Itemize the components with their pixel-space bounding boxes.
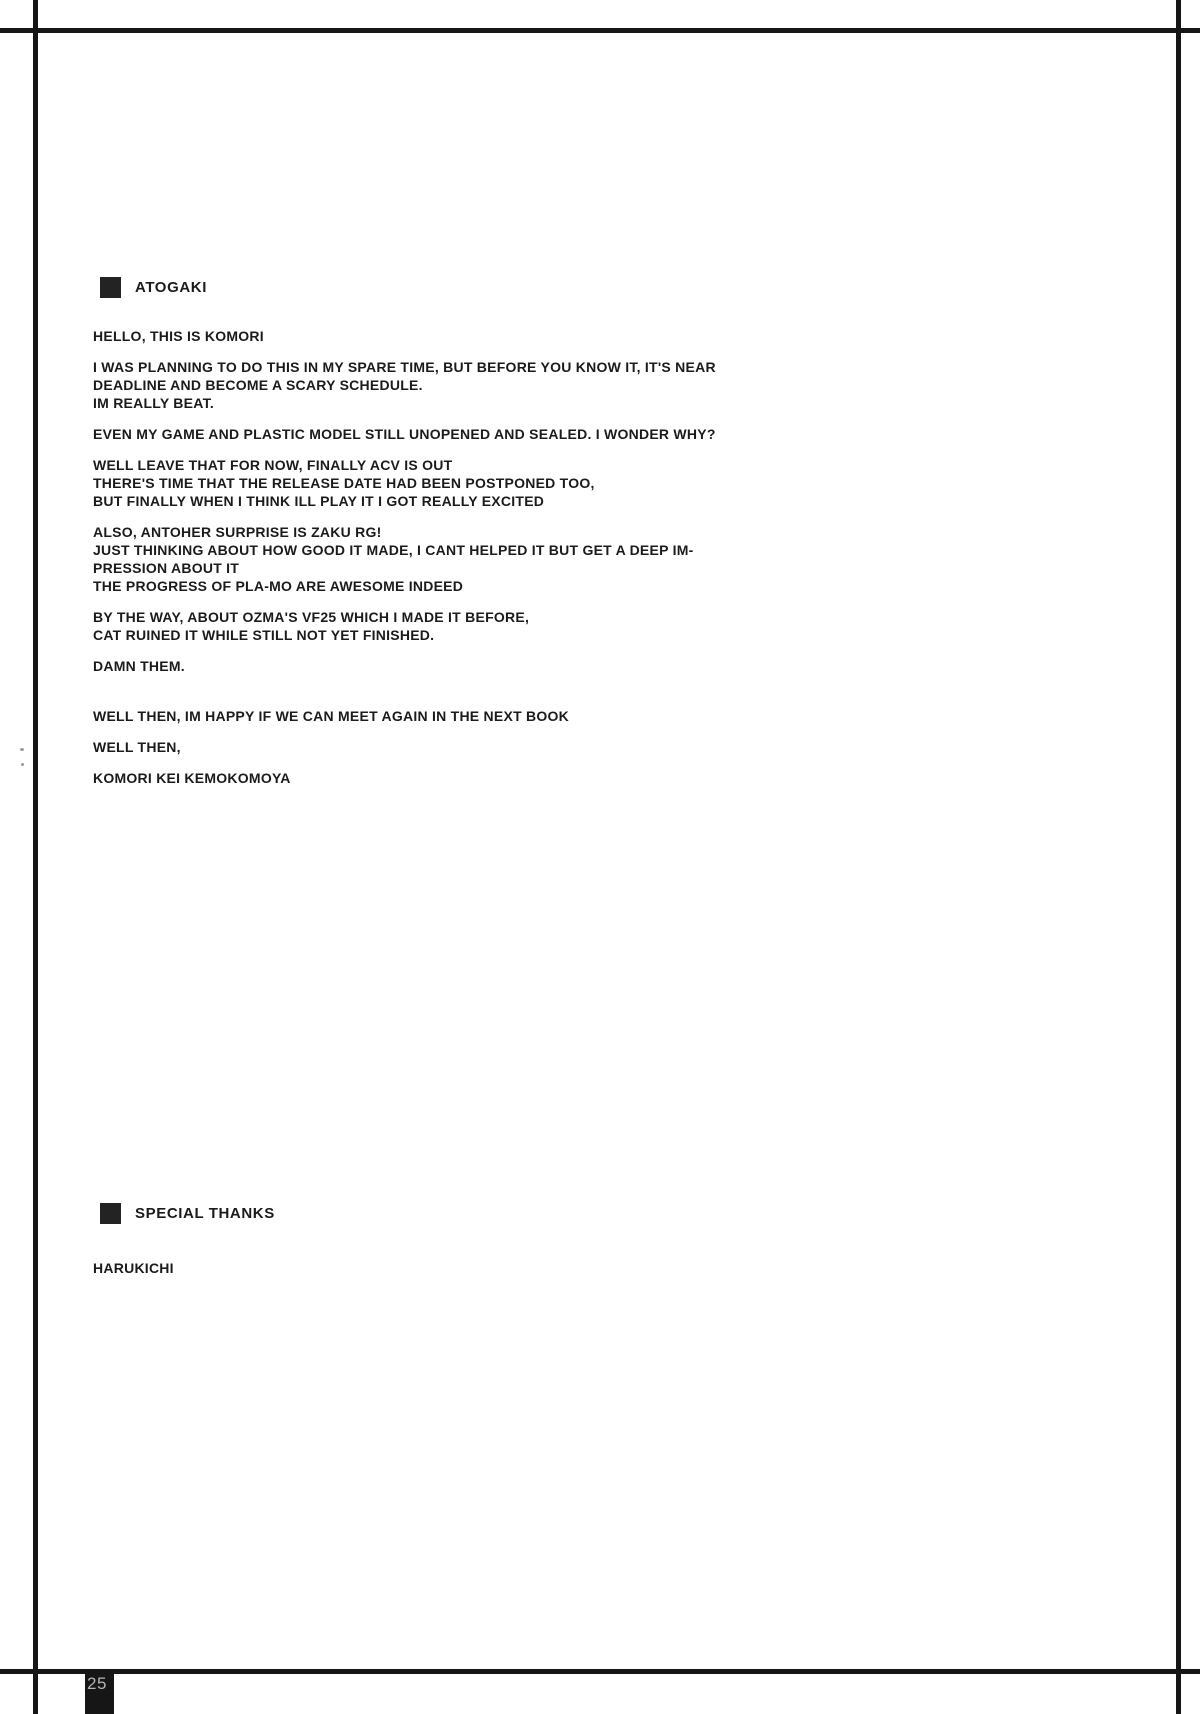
scan-speck — [21, 763, 24, 766]
text-line: BUT FINALLY WHEN I THINK ILL PLAY IT I GOT REALLY EXCITED — [93, 493, 545, 509]
text-line: DAMN THEM. — [93, 658, 185, 674]
text-line: HELLO, THIS IS KOMORI — [93, 328, 264, 344]
paragraph — [93, 358, 833, 412]
text-line: HARUKICHI — [93, 1260, 174, 1276]
paragraph — [93, 707, 833, 725]
special-thanks-heading-label: SPECIAL THANKS — [135, 1204, 275, 1222]
text-line: IM REALLY BEAT. — [93, 395, 214, 411]
text-line: JUST THINKING ABOUT HOW GOOD IT MADE, I CANT HELPED IT BUT GET A DEEP IM- — [93, 542, 694, 558]
paragraph — [93, 769, 833, 787]
scan-speck — [20, 748, 24, 751]
text-line: DEADLINE AND BECOME A SCARY SCHEDULE. — [93, 377, 423, 393]
frame-border-bottom — [0, 1669, 1200, 1674]
special-thanks-body-text — [93, 1259, 833, 1290]
text-line: THE PROGRESS OF PLA-MO ARE AWESOME INDEED — [93, 578, 464, 594]
paragraph — [93, 657, 833, 675]
square-bullet-icon — [100, 277, 121, 298]
atogaki-body-text — [93, 327, 833, 800]
text-line: PRESSION ABOUT IT — [93, 560, 240, 576]
page-number-tab — [85, 1669, 114, 1714]
paragraph — [93, 425, 833, 443]
special-thanks-section-heading — [100, 1202, 275, 1224]
frame-border-left — [33, 0, 38, 1714]
atogaki-heading-label: ATOGAKI — [135, 278, 207, 296]
atogaki-section-heading — [100, 276, 207, 298]
page-number: 25 — [87, 1674, 107, 1693]
paragraph — [93, 608, 833, 644]
text-line: KOMORI KEI KEMOKOMOYA — [93, 770, 291, 786]
text-line: I WAS PLANNING TO DO THIS IN MY SPARE TIME, BUT BEFORE YOU KNOW IT, IT'S NEAR — [93, 359, 716, 375]
text-line: WELL THEN, IM HAPPY IF WE CAN MEET AGAIN IN THE NEXT BOOK — [93, 708, 570, 724]
text-line: EVEN MY GAME AND PLASTIC MODEL STILL UNOPENED AND SEALED. I WONDER WHY? — [93, 426, 716, 442]
paragraph — [93, 456, 833, 510]
frame-border-top — [0, 28, 1200, 33]
text-line: BY THE WAY, ABOUT OZMA'S VF25 WHICH I MADE IT BEFORE, — [93, 609, 530, 625]
text-line: WELL LEAVE THAT FOR NOW, FINALLY ACV IS OUT — [93, 457, 453, 473]
paragraph — [93, 523, 833, 595]
paragraph — [93, 738, 833, 756]
text-line: ALSO, ANTOHER SURPRISE IS ZAKU RG! — [93, 524, 382, 540]
text-line: CAT RUINED IT WHILE STILL NOT YET FINISHED. — [93, 627, 435, 643]
frame-border-right — [1176, 0, 1181, 1714]
paragraph — [93, 1259, 833, 1277]
text-line: WELL THEN, — [93, 739, 181, 755]
text-line: THERE'S TIME THAT THE RELEASE DATE HAD BEEN POSTPONED TOO, — [93, 475, 595, 491]
square-bullet-icon — [100, 1203, 121, 1224]
paragraph — [93, 327, 833, 345]
